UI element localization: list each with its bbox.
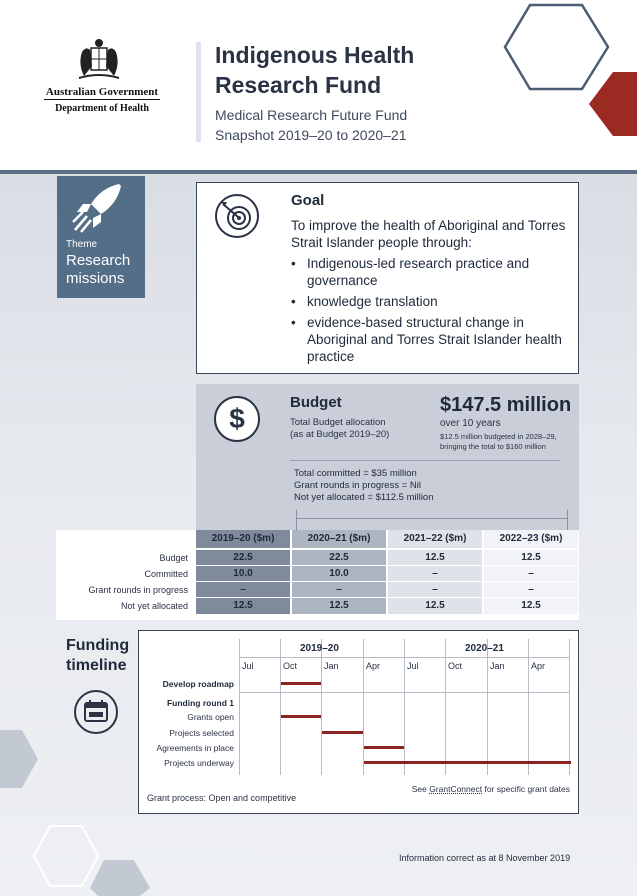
table-cell: 10.0: [196, 566, 290, 582]
table-cell: 12.5: [484, 598, 578, 614]
timeline-row-label: Grants open: [187, 712, 234, 722]
timeline-bar-grants-open: [281, 715, 321, 718]
table-cell: 22.5: [292, 550, 386, 566]
government-name: Australian Government: [45, 86, 159, 98]
row-label: Grant rounds in progress: [88, 585, 188, 595]
table-cell: –: [484, 566, 578, 582]
goal-list: [291, 255, 571, 369]
timeline-gridline: [445, 639, 446, 775]
coat-of-arms-icon: [64, 36, 134, 84]
timeline-month: Jan: [490, 661, 505, 671]
table-header-cell: 2019–20 ($m): [196, 530, 290, 548]
timeline-year: 2020–21: [465, 643, 504, 654]
table-cell: –: [388, 582, 482, 598]
row-divider: [196, 597, 578, 598]
budget-summary: [294, 468, 434, 504]
title-line-1: Indigenous Health: [215, 42, 415, 68]
summary-committed: Total committed = $35 million: [294, 468, 417, 479]
timeline-row-label: Projects underway: [164, 758, 234, 768]
rocket-icon: [71, 182, 125, 234]
header: [0, 0, 637, 172]
timeline-gridline: [528, 639, 529, 775]
note-prefix: See: [411, 784, 430, 794]
table-header-cell: 2020–21 ($m): [292, 530, 386, 548]
budget-divider: [290, 460, 560, 461]
department-name: Department of Health: [55, 103, 149, 114]
row-label: Committed: [144, 569, 188, 579]
budget-table: [56, 530, 579, 620]
title-line-2: Research Fund: [215, 72, 382, 98]
funding-title-line-1: Funding: [66, 637, 130, 654]
timeline-year: 2019–20: [300, 643, 339, 654]
table-cell: 12.5: [196, 598, 290, 614]
note-suffix: for specific grant dates: [482, 784, 570, 794]
row-label: Budget: [159, 553, 188, 563]
table-row: [56, 598, 579, 614]
subtitle-line-1: Medical Research Future Fund: [215, 107, 408, 123]
hexagon-decoration: [500, 0, 637, 140]
row-divider: [196, 581, 578, 582]
goal-item: • knowledge translation: [291, 293, 571, 310]
goal-item: • evidence-based structural change in Aboriginal and Torres Strait Islander health practice: [291, 314, 571, 365]
timeline-row-label: Funding round 1: [166, 698, 234, 708]
goal-panel: [196, 182, 579, 374]
title-accent-bar: [196, 42, 201, 142]
budget-allocation-label: Total Budget allocation (as at Budget 2019–20): [290, 417, 390, 440]
subtitle-line-2: Snapshot 2019–20 to 2020–21: [215, 127, 407, 143]
calendar-icon: [74, 690, 118, 734]
table-cell: 22.5: [196, 550, 290, 566]
timeline-year-divider: [239, 657, 569, 658]
timeline-month: Oct: [448, 661, 463, 671]
timeline-panel: [138, 630, 579, 814]
timeline-gridline: [321, 639, 322, 775]
summary-unallocated: Not yet allocated = $112.5 million: [294, 492, 434, 503]
table-row: [56, 550, 579, 566]
timeline-month: Jan: [324, 661, 339, 671]
funding-timeline-title: [66, 636, 129, 676]
theme-box: [57, 176, 145, 298]
page-title: [215, 40, 515, 100]
timeline-gridline: [487, 639, 488, 775]
table-cell: 12.5: [388, 550, 482, 566]
timeline-gridline: [239, 639, 240, 775]
table-cell: –: [388, 566, 482, 582]
header-divider: [0, 170, 637, 174]
goal-item: • Indigenous-led research practice and governance: [291, 255, 571, 289]
timeline-month: Apr: [366, 661, 381, 671]
theme-label: Theme: [66, 239, 98, 250]
budget-bracket: [296, 510, 568, 530]
timeline-gridline: [363, 639, 364, 775]
page-subtitle: [215, 105, 515, 145]
table-cell: 12.5: [484, 550, 578, 566]
table-row: [56, 582, 579, 598]
row-label: Not yet allocated: [120, 601, 188, 611]
timeline-row-label: Develop roadmap: [162, 679, 234, 689]
dollar-icon: $: [214, 396, 260, 442]
hexagon-decoration-left: [0, 728, 40, 790]
timeline-month: Oct: [283, 661, 298, 671]
budget-note: $12.5 million budgeted in 2028–29, bringing the total to $160 million: [440, 432, 557, 451]
hexagon-decoration-bottom: [30, 822, 150, 896]
table-header-row: [56, 530, 579, 548]
table-cell: –: [196, 582, 290, 598]
government-rule: [44, 99, 160, 100]
table-row: [56, 566, 579, 582]
timeline-gridline: [404, 639, 405, 775]
timeline-gridline: [569, 639, 570, 775]
timeline-row-label: Agreements in place: [156, 743, 234, 753]
table-cell: 12.5: [388, 598, 482, 614]
timeline-gridline: [280, 639, 281, 775]
table-cell: 10.0: [292, 566, 386, 582]
grantconnect-link[interactable]: GrantConnect: [429, 784, 483, 794]
budget-heading: Budget: [290, 394, 342, 411]
budget-years: over 10 years: [440, 418, 501, 429]
grantconnect-note: [412, 784, 570, 794]
timeline-bar-projects-underway: [364, 761, 571, 764]
grant-process-note: Grant process: Open and competitive: [147, 793, 297, 803]
timeline-row-divider: [239, 692, 569, 693]
timeline-month: Jul: [407, 661, 419, 671]
budget-panel: [196, 384, 579, 534]
target-icon: [215, 194, 259, 238]
information-date: Information correct as at 8 November 2019: [399, 853, 571, 863]
timeline-bar-projects-selected: [322, 731, 363, 734]
table-header-cell: 2022–23 ($m): [484, 530, 578, 548]
row-divider: [196, 614, 578, 615]
theme-title: Research missions: [66, 252, 131, 287]
goal-heading: Goal: [291, 192, 325, 209]
goal-intro: To improve the health of Aboriginal and Torres Strait Islander people through:: [291, 218, 566, 250]
summary-progress: Grant rounds in progress = Nil: [294, 480, 421, 491]
row-divider: [196, 565, 578, 566]
funding-title-line-2: timeline: [66, 657, 127, 674]
timeline-row-label: Projects selected: [169, 728, 234, 738]
budget-amount: $147.5 million: [440, 394, 572, 416]
timeline-bar-agreements-in-place: [364, 746, 404, 749]
table-header-cell: 2021–22 ($m): [388, 530, 482, 548]
timeline-month: Jul: [242, 661, 254, 671]
table-cell: –: [484, 582, 578, 598]
timeline-bar-develop-roadmap: [281, 682, 321, 685]
table-cell: 12.5: [292, 598, 386, 614]
timeline-month: Apr: [531, 661, 546, 671]
table-cell: –: [292, 582, 386, 598]
budget-bracket-line: [296, 518, 568, 519]
